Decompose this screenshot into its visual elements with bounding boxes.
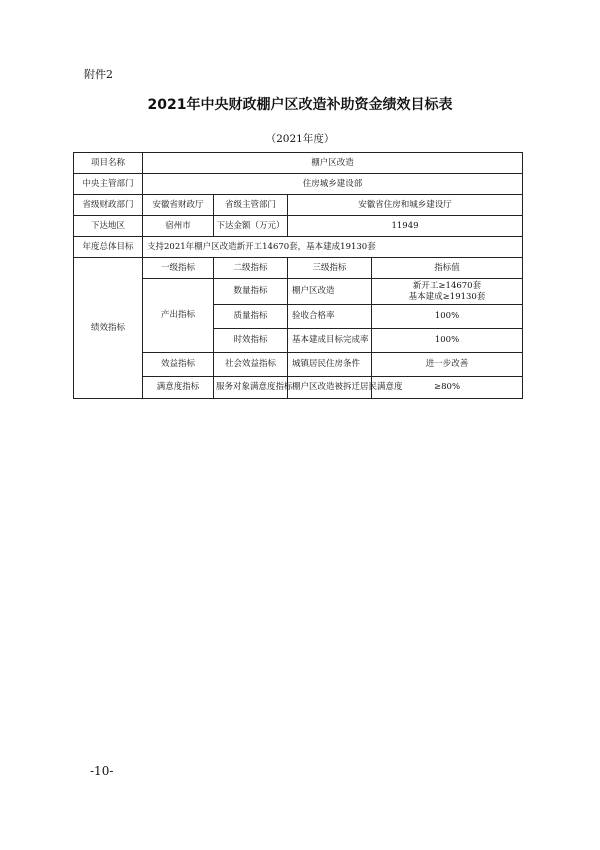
project-name-value: 棚户区改造 xyxy=(143,153,523,174)
page-title: 2021年中央财政棚户区改造补助资金绩效目标表 xyxy=(147,97,453,113)
level2-cell: 数量指标 xyxy=(214,279,288,305)
level1-cell: 满意度指标 xyxy=(143,377,214,399)
prov-finance-value: 安徽省财政厅 xyxy=(143,195,214,216)
level3-cell: 棚户区改造被拆迁居民满意度 xyxy=(288,377,372,399)
header-level1: 一级指标 xyxy=(143,258,214,279)
level3-cell: 验收合格率 xyxy=(288,305,372,329)
table-row xyxy=(74,216,523,237)
value-cell xyxy=(372,279,523,305)
year-label: （2021年度） xyxy=(265,133,335,145)
annual-goal-value: 支持2021年棚户区改造新开工14670套，基本建成19130套 xyxy=(143,237,523,258)
header-value: 指标值 xyxy=(372,258,523,279)
value-cell: 100% xyxy=(372,305,523,329)
central-dept-label: 中央主管部门 xyxy=(74,174,143,195)
level3-cell: 城镇居民住房条件 xyxy=(288,353,372,377)
level1-cell: 效益指标 xyxy=(143,353,214,377)
header-level3: 三级指标 xyxy=(288,258,372,279)
level3-cell: 基本建成目标完成率 xyxy=(288,329,372,353)
amount-value: 11949 xyxy=(288,216,523,237)
level2-cell: 服务对象满意度指标 xyxy=(214,377,288,399)
amount-label: 下达金额（万元） xyxy=(214,216,288,237)
value-line: 基本建成≥19130套 xyxy=(408,291,486,302)
prov-dept-value: 安徽省住房和城乡建设厅 xyxy=(288,195,523,216)
value-line: 新开工≥14670套 xyxy=(412,280,482,291)
annual-goal-label: 年度总体目标 xyxy=(74,237,143,258)
project-name-label: 项目名称 xyxy=(74,153,143,174)
page-number: -10- xyxy=(90,764,114,778)
table-row xyxy=(74,153,523,174)
central-dept-value: 住房城乡建设部 xyxy=(143,174,523,195)
level2-cell: 社会效益指标 xyxy=(214,353,288,377)
level3-cell: 棚户区改造 xyxy=(288,279,372,305)
value-cell: 100% xyxy=(372,329,523,353)
table-row xyxy=(74,195,523,216)
performance-table xyxy=(73,152,523,399)
level2-cell: 质量指标 xyxy=(214,305,288,329)
table-row xyxy=(74,174,523,195)
level2-cell: 时效指标 xyxy=(214,329,288,353)
header-level2: 二级指标 xyxy=(214,258,288,279)
perf-label: 绩效指标 xyxy=(74,258,143,399)
region-label: 下达地区 xyxy=(74,216,143,237)
table-row xyxy=(74,237,523,258)
region-value: 宿州市 xyxy=(143,216,214,237)
output-label: 产出指标 xyxy=(143,279,214,353)
attachment-label: 附件2 xyxy=(84,68,113,81)
prov-dept-label: 省级主管部门 xyxy=(214,195,288,216)
value-cell: 进一步改善 xyxy=(372,353,523,377)
prov-finance-label: 省级财政部门 xyxy=(74,195,143,216)
value-cell: ≥80% xyxy=(372,377,523,399)
table-row xyxy=(74,258,523,279)
